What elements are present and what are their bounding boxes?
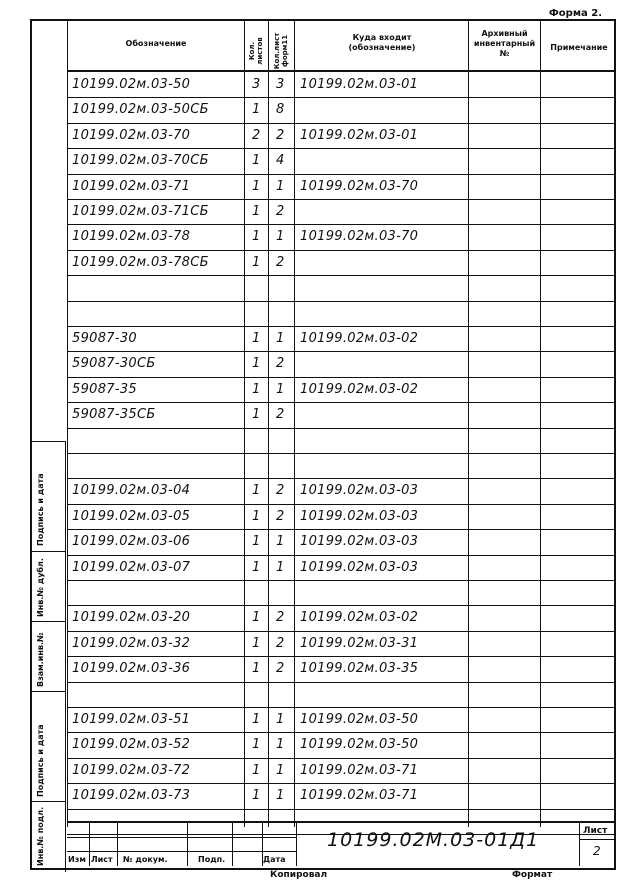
row-where-used: 10199.02м.03-03 xyxy=(300,559,419,575)
row-format: 1 xyxy=(276,331,285,346)
row-sheets: 2 xyxy=(252,127,261,143)
row-designation: 10199.02м.03-20 xyxy=(72,610,191,626)
row-where-used: 10199.02м.03-01 xyxy=(300,127,419,143)
row-designation: 10199.02м.03-70СБ xyxy=(72,153,209,169)
row-format: 3 xyxy=(276,77,285,92)
row-where-used: 10199.02м.03-02 xyxy=(300,331,419,346)
row-format: 2 xyxy=(276,407,285,423)
row-divider xyxy=(67,326,614,327)
row-divider xyxy=(67,123,614,124)
row-where-used: 10199.02м.03-71 xyxy=(300,788,419,804)
side-label-inv-orig: Инв.№ подл. xyxy=(36,806,45,866)
row-sheets: 1 xyxy=(252,381,261,397)
row-designation: 10199.02м.03-78СБ xyxy=(72,254,209,270)
row-designation: 10199.02м.03-70 xyxy=(72,127,191,143)
sheet-label: Лист xyxy=(583,826,608,836)
row-divider xyxy=(67,504,614,505)
row-divider xyxy=(67,402,614,403)
row-format: 1 xyxy=(276,788,285,804)
row-where-used: 10199.02м.03-50 xyxy=(300,712,419,727)
row-sheets: 1 xyxy=(252,229,261,245)
row-designation: 10199.02м.03-36 xyxy=(72,661,191,677)
row-format: 2 xyxy=(276,356,285,372)
row-format: 1 xyxy=(276,381,285,397)
sheet-number-box xyxy=(579,823,614,866)
row-sheets: 1 xyxy=(252,737,261,753)
col-date: Дата xyxy=(263,855,286,864)
row-designation: 59087-35СБ xyxy=(72,407,156,423)
row-designation: 10199.02м.03-78 xyxy=(72,229,191,245)
header-sheets-count: Кол. листов xyxy=(248,37,264,65)
row-divider xyxy=(67,631,614,632)
row-designation: 10199.02м.03-72 xyxy=(72,762,191,778)
side-divider xyxy=(32,441,65,442)
row-sheets: 1 xyxy=(252,788,261,804)
row-divider xyxy=(67,377,614,378)
side-divider xyxy=(32,801,65,802)
row-divider xyxy=(67,199,614,200)
row-format: 1 xyxy=(276,712,285,727)
row-divider xyxy=(67,428,614,429)
row-format: 1 xyxy=(276,762,285,778)
row-designation: 10199.02м.03-73 xyxy=(72,788,191,804)
row-where-used: 10199.02м.03-03 xyxy=(300,483,419,499)
row-designation: 10199.02м.03-06 xyxy=(72,534,191,550)
row-divider xyxy=(67,148,614,149)
row-format: 8 xyxy=(276,102,285,118)
row-divider xyxy=(67,732,614,733)
row-designation: 10199.02м.03-50СБ xyxy=(72,102,209,118)
row-sheets: 1 xyxy=(252,762,261,778)
row-divider xyxy=(67,351,614,352)
row-divider xyxy=(67,758,614,759)
side-divider xyxy=(32,551,65,552)
row-format: 2 xyxy=(276,204,285,219)
row-format: 1 xyxy=(276,178,285,194)
row-divider xyxy=(67,809,614,810)
row-where-used: 10199.02м.03-03 xyxy=(300,534,419,550)
form-label: Форма 2. xyxy=(548,8,602,19)
row-format: 4 xyxy=(276,153,285,169)
row-sheets: 1 xyxy=(252,661,261,677)
row-divider xyxy=(67,555,614,556)
row-divider xyxy=(67,605,614,606)
row-divider xyxy=(67,478,614,479)
header-designation: Обозначение xyxy=(125,39,187,48)
row-format: 2 xyxy=(276,661,285,677)
side-divider xyxy=(32,691,65,692)
document-number: 10199.02М.03-01Д1 xyxy=(327,829,540,851)
document-sheet xyxy=(30,19,616,870)
row-format: 2 xyxy=(276,127,285,143)
row-sheets: 1 xyxy=(252,178,261,194)
row-sheets: 1 xyxy=(252,407,261,423)
side-label-sign-date: Подпись и дата xyxy=(36,473,45,546)
row-designation: 59087-35 xyxy=(72,381,137,397)
row-where-used: 10199.02м.03-50 xyxy=(300,737,419,753)
side-label-sign-date-2: Подпись и дата xyxy=(36,724,45,797)
revision-grid xyxy=(67,823,297,866)
row-sheets: 3 xyxy=(252,77,261,92)
row-divider xyxy=(67,783,614,784)
header-archive-no: Архивный инвентарный № xyxy=(473,29,536,58)
row-format: 1 xyxy=(276,559,285,575)
row-where-used: 10199.02м.03-70 xyxy=(300,229,419,245)
row-format: 2 xyxy=(276,483,285,499)
row-designation: 59087-30 xyxy=(72,331,137,346)
row-designation: 10199.02м.03-50 xyxy=(72,77,191,92)
row-designation: 10199.02м.03-32 xyxy=(72,635,191,651)
row-sheets: 1 xyxy=(252,153,261,169)
row-divider xyxy=(67,707,614,708)
row-designation: 10199.02м.03-71СБ xyxy=(72,204,209,219)
header-divider xyxy=(67,70,614,72)
row-designation: 10199.02м.03-52 xyxy=(72,737,191,753)
row-designation: 59087-30СБ xyxy=(72,356,156,372)
row-sheets: 1 xyxy=(252,610,261,626)
row-divider xyxy=(67,656,614,657)
row-format: 2 xyxy=(276,635,285,651)
row-divider xyxy=(67,453,614,454)
title-block xyxy=(67,821,614,868)
header-format-count: Кол.лист форм11 xyxy=(273,32,289,70)
col-sign: Подп. xyxy=(198,855,226,864)
row-divider xyxy=(67,97,614,98)
row-designation: 10199.02м.03-07 xyxy=(72,559,191,575)
side-label-vzam-inv: Взам.инв.№ xyxy=(36,632,45,687)
row-sheets: 1 xyxy=(252,534,261,550)
row-divider xyxy=(67,529,614,530)
row-where-used: 10199.02м.03-70 xyxy=(300,178,419,194)
row-sheets: 1 xyxy=(252,356,261,372)
row-where-used: 10199.02м.03-02 xyxy=(300,610,419,626)
row-divider xyxy=(67,250,614,251)
row-where-used: 10199.02м.03-35 xyxy=(300,661,419,677)
row-where-used: 10199.02м.03-02 xyxy=(300,381,419,397)
row-sheets: 1 xyxy=(252,508,261,524)
row-divider xyxy=(67,580,614,581)
row-where-used: 10199.02м.03-01 xyxy=(300,77,419,92)
row-divider xyxy=(67,682,614,683)
row-sheets: 1 xyxy=(252,635,261,651)
row-divider xyxy=(67,174,614,175)
row-designation: 10199.02м.03-05 xyxy=(72,508,191,524)
row-format: 2 xyxy=(276,610,285,626)
row-sheets: 1 xyxy=(252,254,261,270)
row-where-used: 10199.02м.03-31 xyxy=(300,635,419,651)
row-sheets: 1 xyxy=(252,483,261,499)
row-divider xyxy=(67,275,614,276)
col-doc: № докум. xyxy=(123,855,168,864)
row-where-used: 10199.02м.03-71 xyxy=(300,762,419,778)
footer-format: Формат xyxy=(512,870,553,880)
row-divider xyxy=(67,301,614,302)
header-where-used: Куда входит (обозначение) xyxy=(348,33,416,52)
row-where-used: 10199.02м.03-03 xyxy=(300,508,419,524)
header-note: Примечание xyxy=(550,43,608,52)
row-sheets: 1 xyxy=(252,331,261,346)
row-designation: 10199.02м.03-71 xyxy=(72,178,191,194)
row-sheets: 1 xyxy=(252,712,261,727)
row-format: 1 xyxy=(276,737,285,753)
row-divider xyxy=(67,224,614,225)
row-format: 1 xyxy=(276,229,285,245)
col-list: Лист xyxy=(91,855,113,864)
row-designation: 10199.02м.03-04 xyxy=(72,483,191,499)
col-izm: Изм xyxy=(68,855,86,864)
sheet-number: 2 xyxy=(593,844,601,858)
row-sheets: 1 xyxy=(252,559,261,575)
row-designation: 10199.02м.03-51 xyxy=(72,712,191,727)
row-format: 2 xyxy=(276,254,285,270)
row-format: 2 xyxy=(276,508,285,524)
side-label-inv-dupl: Инв.№ дубл. xyxy=(36,558,45,617)
side-divider xyxy=(32,621,65,622)
row-format: 1 xyxy=(276,534,285,550)
row-sheets: 1 xyxy=(252,204,261,219)
footer-copied: Копировал xyxy=(270,870,328,880)
row-sheets: 1 xyxy=(252,102,261,118)
